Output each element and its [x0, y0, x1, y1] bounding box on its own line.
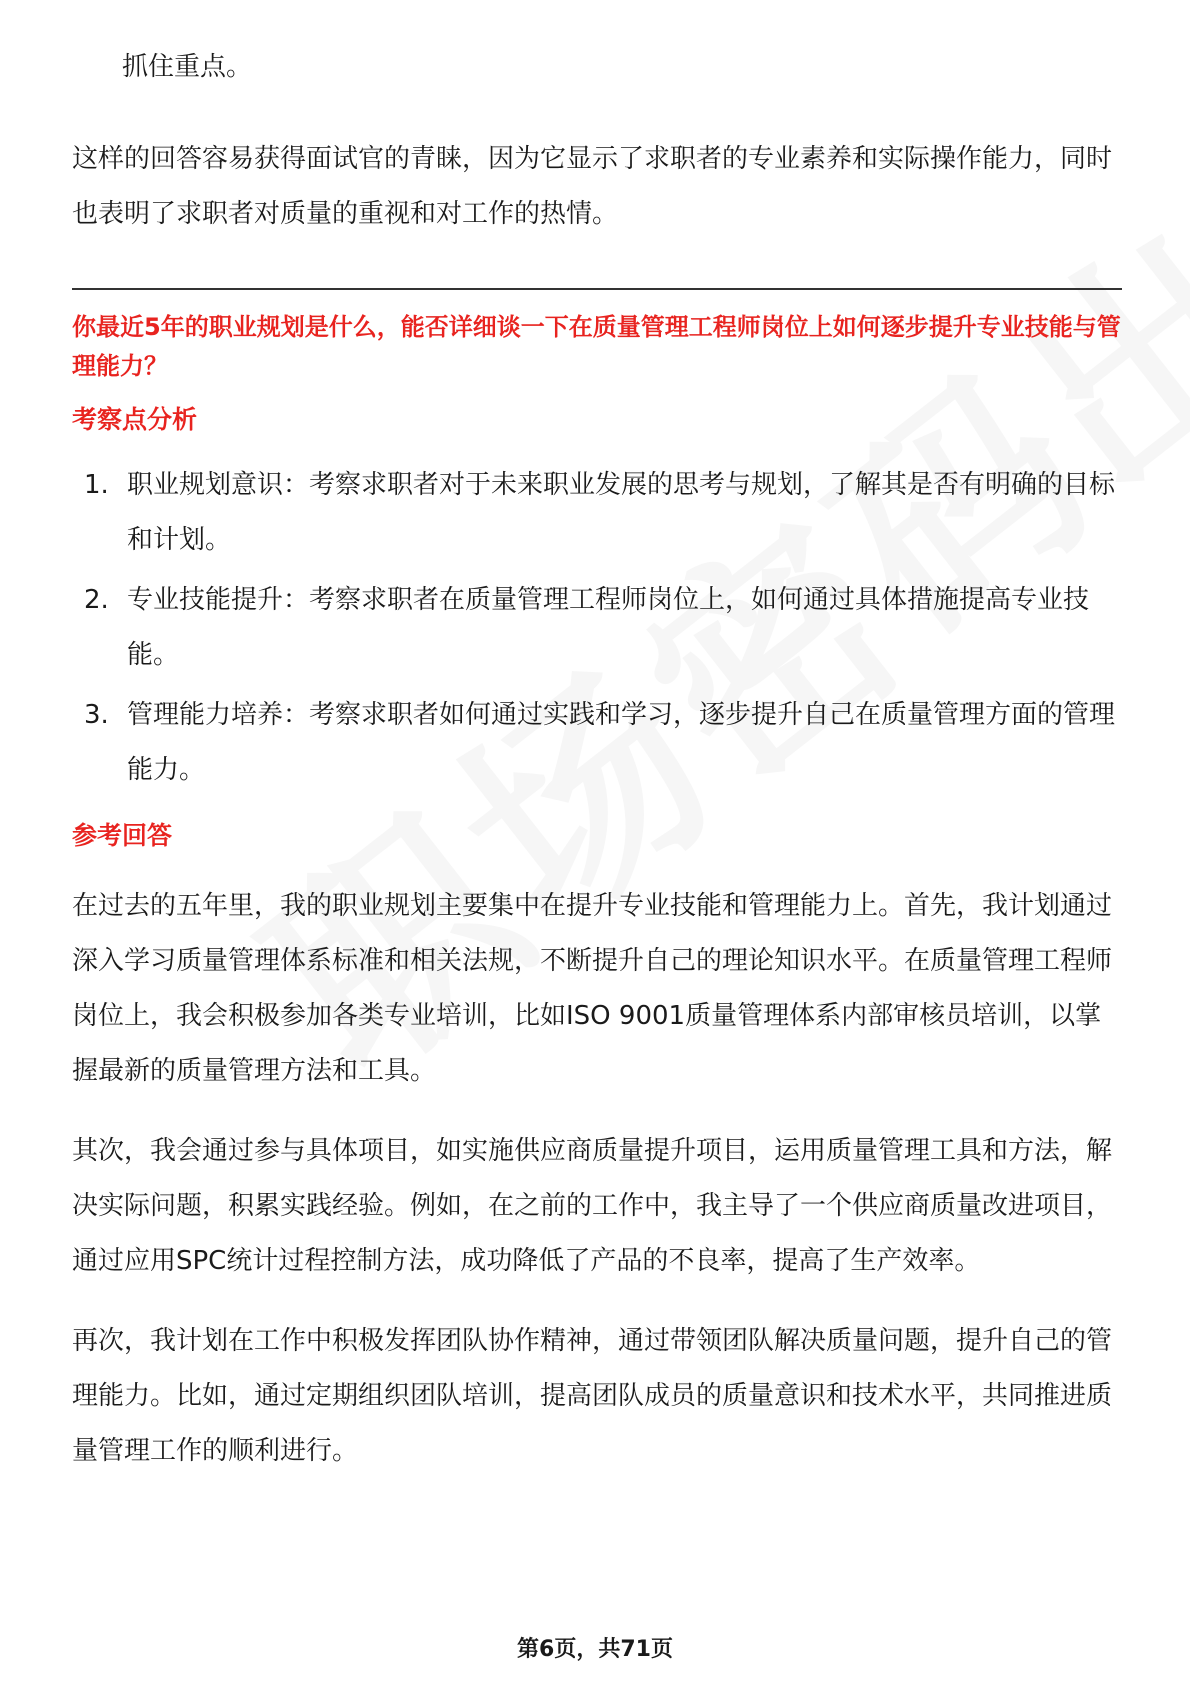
- document-page: [72, 40, 1122, 1479]
- list-item: [72, 688, 1122, 798]
- list-item-text: 专业技能提升：考察求职者在质量管理工程师岗位上，如何通过具体措施提高专业技能。: [127, 585, 1090, 670]
- list-item-text: 职业规划意识：考察求职者对于未来职业发展的思考与规划，了解其是否有明确的目标和计划。: [127, 470, 1116, 555]
- answer-paragraph: 在过去的五年里，我的职业规划主要集中在提升专业技能和管理能力上。首先，我计划通过深入学习质量管理体系标准和相关法规，不断提升自己的理论知识水平。在质量管理工程师岗位上，我会积极参加各类专业培训，比如ISO 9001质量管理体系内部审核员培训，以掌握最新的质量管理方法和工具。: [72, 891, 1113, 1086]
- question-heading: 你最近5年的职业规划是什么，能否详细谈一下在质量管理工程师岗位上如何逐步提升专业技能与管理能力？: [72, 313, 1121, 380]
- continuation-text: 抓住重点。: [122, 52, 253, 82]
- page-number: 第6页，共71页: [517, 1637, 673, 1662]
- analysis-list: [72, 458, 1122, 798]
- list-item: [72, 573, 1122, 683]
- list-item: [72, 458, 1122, 568]
- answer-title: 参考回答: [72, 821, 173, 850]
- list-item-text: 管理能力培养：考察求职者如何通过实践和学习，逐步提升自己在质量管理方面的管理能力。: [127, 700, 1116, 785]
- analysis-title: 考察点分析: [72, 405, 198, 434]
- list-number: 2.: [84, 585, 109, 615]
- section-divider: [72, 288, 1122, 290]
- answer-paragraph: 再次，我计划在工作中积极发挥团队协作精神，通过带领团队解决质量问题，提升自己的管理能力。比如，通过定期组织团队培训，提高团队成员的质量意识和技术水平，共同推进质量管理工作的顺利进行。: [72, 1326, 1113, 1466]
- answer-paragraph: 其次，我会通过参与具体项目，如实施供应商质量提升项目，运用质量管理工具和方法，解决实际问题，积累实践经验。例如，在之前的工作中，我主导了一个供应商质量改进项目，通过应用SPC统计过程控制方法，成功降低了产品的不良率，提高了生产效率。: [72, 1136, 1113, 1276]
- list-number: 1.: [84, 470, 109, 500]
- intro-paragraph: 这样的回答容易获得面试官的青睐，因为它显示了求职者的专业素养和实际操作能力，同时也表明了求职者对质量的重视和对工作的热情。: [72, 144, 1113, 229]
- list-number: 3.: [84, 700, 109, 730]
